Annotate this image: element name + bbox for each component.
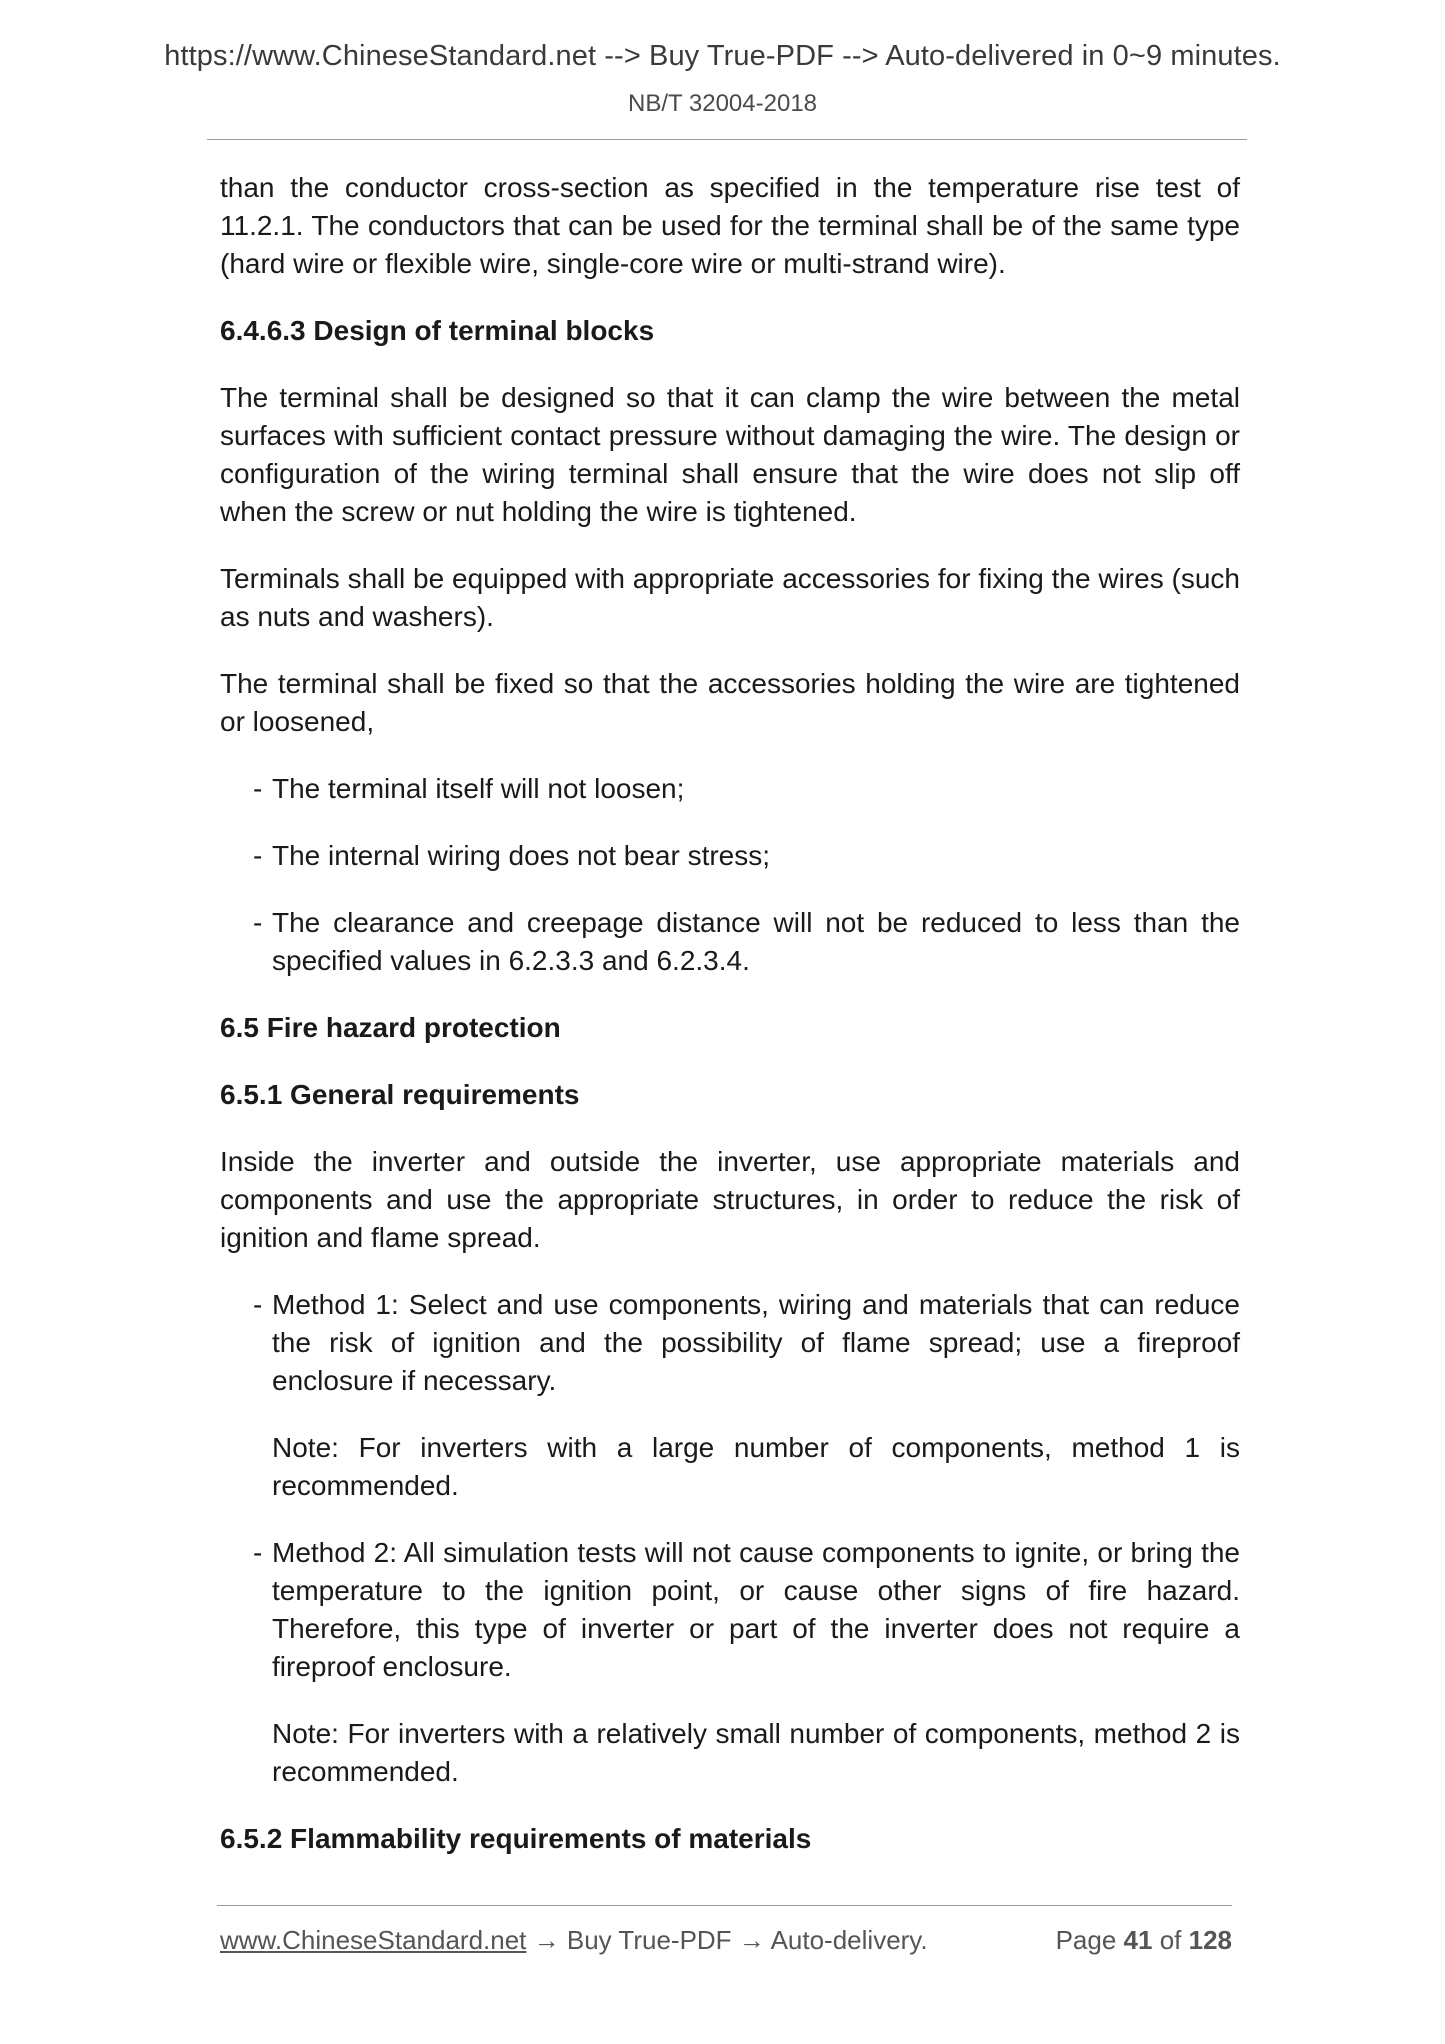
note-method-1: Note: For inverters with a large number of components, method 1 is recommended. (272, 1432, 1240, 1501)
paragraph-continuation: than the conductor cross-section as specified in the temperature rise test of 11.2.1. The conductors that can be used for the terminal shall be of the same type (hard wire or flexible wire, single-core wire or multi-strand wire). (220, 172, 1240, 279)
page-indicator (1056, 1925, 1232, 1956)
page-current: 41 (1123, 1925, 1153, 1955)
header-divider (207, 139, 1247, 140)
paragraph-terminal-fixing: The terminal shall be fixed so that the accessories holding the wire are tightened or loosened, (220, 668, 1240, 737)
list-item (220, 1286, 1240, 1400)
list-item-text: The clearance and creepage distance will not be reduced to less than the specified values in 6.2.3.3 and 6.2.3.4. (272, 907, 1240, 976)
note-method-2: Note: For inverters with a relatively small number of components, method 2 is recommended. (272, 1718, 1240, 1787)
footer-site-link[interactable]: www.ChineseStandard.net (220, 1925, 527, 1955)
footer-left (220, 1925, 928, 1956)
list-item (220, 770, 1240, 808)
header-banner: https://www.ChineseStandard.net --> Buy True-PDF --> Auto-delivered in 0~9 minutes. (164, 40, 1281, 72)
list-dash: - (253, 840, 263, 871)
heading-6-5: 6.5 Fire hazard protection (220, 1012, 561, 1043)
heading-6-5-1: 6.5.1 General requirements (220, 1079, 580, 1110)
list-dash: - (253, 773, 263, 804)
heading-6-4-6-3: 6.4.6.3 Design of terminal blocks (220, 315, 655, 346)
of-label: of (1159, 1925, 1182, 1955)
list-dash: - (253, 1537, 263, 1568)
list-dash: - (253, 907, 263, 938)
paragraph-terminal-accessories: Terminals shall be equipped with appropriate accessories for fixing the wires (such as nuts and washers). (220, 563, 1240, 632)
page-body (220, 169, 1240, 1887)
list-item (220, 1534, 1240, 1686)
list-item (220, 904, 1240, 980)
list-item-text: The terminal itself will not loosen; (272, 773, 685, 804)
list-item (220, 837, 1240, 875)
paragraph-general-requirements: Inside the inverter and outside the inverter, use appropriate materials and components and use the appropriate structures, in order to reduce the risk of ignition and flame spread. (220, 1146, 1240, 1253)
heading-6-5-2: 6.5.2 Flammability requirements of materials (220, 1823, 812, 1854)
method-1-text: Method 1: Select and use components, wiring and materials that can reduce the risk of ignition and the possibility of flame spread; use a fireproof enclosure if necessary. (272, 1289, 1240, 1396)
footer-divider (217, 1905, 1232, 1906)
list-item-text: The internal wiring does not bear stress; (272, 840, 771, 871)
footer-tagline: → Buy True-PDF → Auto-delivery. (526, 1925, 928, 1955)
page-label: Page (1055, 1925, 1117, 1955)
method-2-text: Method 2: All simulation tests will not cause components to ignite, or bring the temperature to the ignition point, or cause other signs of fire hazard. Therefore, this type of inverter or part of the inverter does not require a fireproof enclosure. (272, 1537, 1240, 1682)
page-total: 128 (1188, 1925, 1232, 1955)
list-dash: - (253, 1289, 263, 1320)
paragraph-terminal-design: The terminal shall be designed so that it can clamp the wire between the metal surfaces with sufficient contact pressure without damaging the wire. The design or configuration of the wiring terminal shall ensure that the wire does not slip off when the screw or nut holding the wire is tightened. (220, 382, 1240, 527)
document-code: NB/T 32004-2018 (627, 90, 818, 117)
